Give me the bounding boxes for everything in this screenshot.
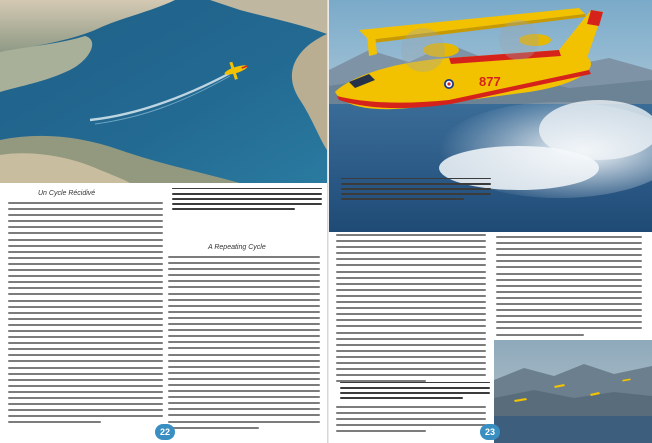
left-section-title: Un Cycle Récidivé	[38, 190, 96, 197]
left-photo-caption	[172, 186, 322, 212]
left-page-second-column	[168, 254, 320, 431]
page-fold	[327, 0, 329, 443]
left-body-column	[8, 200, 163, 425]
aircraft-code: 877	[479, 74, 501, 89]
photo-credit-strip	[638, 78, 644, 138]
right-page-number: 23	[480, 424, 500, 440]
right-body-column-3	[336, 404, 486, 434]
right-section-title: A Repeating Cycle	[208, 244, 266, 251]
right-body-column-2	[496, 234, 642, 338]
left-page-number: 22	[155, 424, 175, 440]
bottom-photo-caption	[340, 380, 490, 401]
coastline-photo	[494, 340, 652, 443]
right-photo-caption	[341, 176, 491, 202]
right-body-column-1	[336, 232, 486, 384]
lake-aerial-photo	[0, 0, 327, 183]
